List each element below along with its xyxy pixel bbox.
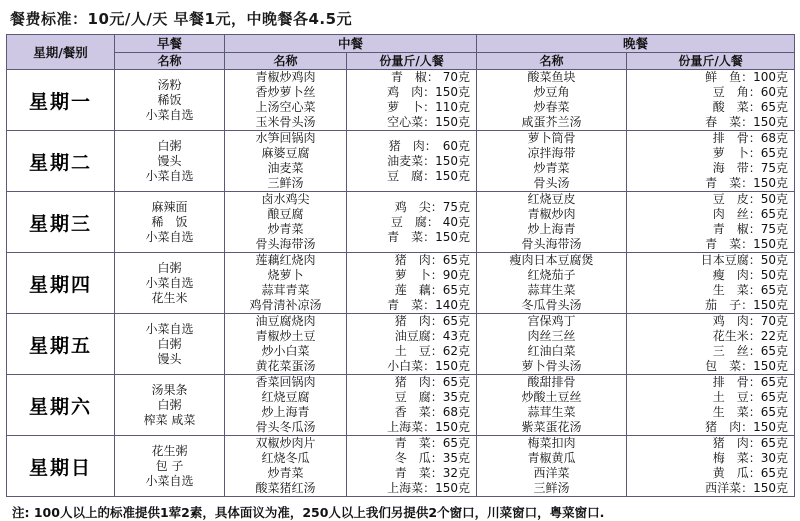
lunch-names-line: 黄花菜蛋汤 [255, 359, 316, 373]
breakfast-items-line: 榨菜 咸菜 [143, 412, 196, 427]
breakfast-items-line: 花生米 [151, 290, 188, 305]
lunch-names [225, 436, 347, 497]
breakfast-items-line: 小菜自选 [145, 168, 194, 183]
header-breakfast-name: 名称 [115, 53, 225, 70]
lunch-names [225, 192, 347, 253]
lunch-amounts [347, 192, 477, 253]
lunch-amounts [347, 131, 477, 192]
dinner-names-line: 梅菜扣肉 [527, 436, 576, 450]
table-row [7, 436, 795, 497]
dinner-amounts-line: 瘦 肉：50克 [712, 268, 789, 282]
breakfast-items-line: 馒头 [157, 351, 182, 366]
header-lunch-amount: 份量斤/人餐 [347, 53, 477, 70]
lunch-amounts-line: 青 菜：32克 [394, 466, 471, 480]
table-row [7, 70, 795, 131]
breakfast-items-line: 白粥 [157, 336, 182, 351]
lunch-amounts-line: 土 豆：62克 [394, 344, 471, 358]
dinner-names-line: 凉拌海带 [527, 146, 576, 160]
header-dinner-amount: 份量斤/人餐 [627, 53, 795, 70]
day-label: 星期日 [7, 436, 115, 497]
lunch-amounts-line: 冬 瓜：35克 [394, 451, 471, 465]
dinner-names-line: 冬瓜骨头汤 [521, 298, 582, 312]
dinner-names-line: 炒青菜 [533, 161, 570, 175]
lunch-names-line: 玉米骨头汤 [255, 115, 316, 129]
dinner-names [477, 131, 627, 192]
lunch-amounts [347, 70, 477, 131]
lunch-amounts [347, 375, 477, 436]
dinner-amounts-line: 青 菜：150克 [705, 176, 789, 190]
lunch-names-line: 骨头海带汤 [255, 237, 316, 251]
lunch-names-line: 双椒炒肉片 [255, 436, 316, 450]
lunch-names-line: 上汤空心菜 [255, 100, 316, 114]
breakfast-items-line: 白粥 [157, 397, 182, 412]
dinner-amounts-line: 青 菜：150克 [705, 237, 789, 251]
table-row [7, 192, 795, 253]
breakfast-items-line: 小菜自选 [145, 229, 194, 244]
day-label: 星期五 [7, 314, 115, 375]
dinner-names-line: 宫保鸡丁 [527, 314, 576, 328]
dinner-amounts-line: 青 椒：75克 [712, 222, 789, 236]
dinner-names [477, 253, 627, 314]
day-label: 星期一 [7, 70, 115, 131]
lunch-names [225, 70, 347, 131]
lunch-names [225, 375, 347, 436]
lunch-amounts-line: 上海菜：150克 [387, 481, 471, 495]
day-label: 星期二 [7, 131, 115, 192]
lunch-names-line: 酸菜猪红汤 [255, 481, 316, 495]
lunch-amounts-line: 鸡 尖：75克 [394, 199, 471, 214]
breakfast-items-line: 稀 饭 [151, 214, 188, 229]
dinner-amounts [627, 436, 795, 497]
dinner-names-line: 咸蛋芥兰汤 [521, 115, 582, 129]
dinner-amounts-line: 包 菜：150克 [705, 359, 789, 373]
dinner-names [477, 192, 627, 253]
lunch-amounts-line: 香 菜：68克 [394, 405, 471, 419]
dinner-amounts [627, 314, 795, 375]
dinner-names-line: 炒上海青 [527, 222, 576, 236]
lunch-names-line: 麻婆豆腐 [261, 146, 310, 160]
dinner-names-line: 红油白菜 [527, 344, 576, 358]
breakfast-items [115, 131, 225, 192]
lunch-amounts-line: 豆 腐：35克 [394, 390, 471, 404]
lunch-names-line: 油豆腐烧肉 [255, 314, 316, 328]
table-header-row-2 [7, 53, 795, 70]
dinner-amounts-line: 生 菜：65克 [712, 405, 789, 419]
header-lunch-name: 名称 [225, 53, 347, 70]
day-label: 星期四 [7, 253, 115, 314]
breakfast-items [115, 70, 225, 131]
dinner-names [477, 375, 627, 436]
table-row [7, 314, 795, 375]
lunch-amounts-line: 空心菜：150克 [387, 115, 471, 129]
dinner-amounts [627, 375, 795, 436]
dinner-names-line: 骨头海带汤 [521, 237, 582, 251]
breakfast-items [115, 192, 225, 253]
dinner-amounts-line: 土 豆：65克 [712, 390, 789, 404]
lunch-amounts-line: 莲 藕：65克 [394, 283, 471, 297]
lunch-amounts-line: 青 椒： 70克 [390, 70, 471, 84]
lunch-amounts-line: 油豆腐：43克 [394, 329, 471, 343]
lunch-amounts [347, 314, 477, 375]
dinner-names-line: 炒酸土豆丝 [521, 390, 582, 404]
breakfast-items [115, 314, 225, 375]
dinner-names-line: 红烧豆皮 [527, 192, 576, 206]
dinner-names-line: 炒春菜 [533, 100, 570, 114]
header-dinner: 晚餐 [477, 35, 795, 53]
header-lunch: 中餐 [225, 35, 477, 53]
lunch-amounts-line: 猪 肉： 60克 [388, 138, 471, 153]
dinner-amounts-line: 肉 丝：65克 [712, 207, 789, 221]
dinner-amounts-line: 豆 皮：50克 [712, 192, 789, 206]
dinner-names-line: 紫菜蛋花汤 [521, 420, 582, 434]
dinner-amounts-line: 酸 菜：65克 [712, 100, 789, 114]
day-label: 星期三 [7, 192, 115, 253]
dinner-names-line: 炒豆角 [533, 85, 570, 99]
dinner-amounts-line: 猪 肉：65克 [712, 436, 789, 450]
dinner-amounts-line: 西洋菜：150克 [705, 481, 789, 495]
lunch-names-line: 炒小白菜 [261, 344, 310, 358]
page-title: 餐费标准：10元/人/天 早餐1元，中晚餐各4.5元 [10, 10, 353, 28]
dinner-amounts-line: 排 骨：68克 [712, 131, 789, 145]
dinner-names [477, 436, 627, 497]
dinner-amounts-line: 日本豆腐：50克 [700, 253, 789, 267]
lunch-names-line: 蒜茸青菜 [261, 283, 310, 297]
dinner-names-line: 萝卜骨头汤 [521, 359, 582, 373]
lunch-names-line: 三鲜汤 [267, 176, 304, 190]
lunch-amounts-line: 豆 腐：150克 [387, 168, 471, 183]
lunch-names-line: 香菜回锅肉 [255, 375, 316, 389]
lunch-amounts-line: 上海菜：150克 [387, 420, 471, 434]
lunch-names-line: 红烧豆腐 [261, 390, 310, 404]
lunch-amounts-line: 萝 卜：110克 [387, 100, 471, 114]
lunch-names-line: 油麦菜 [267, 161, 304, 175]
lunch-names-line: 莲藕红烧肉 [255, 253, 316, 267]
dinner-amounts-line: 梅 菜：30克 [712, 451, 789, 465]
lunch-amounts [347, 253, 477, 314]
lunch-amounts-line: 油麦菜：150克 [387, 153, 471, 168]
lunch-names-line: 炒上海青 [261, 405, 310, 419]
dinner-amounts-line: 排 骨：65克 [712, 375, 789, 389]
table-row [7, 253, 795, 314]
lunch-names [225, 131, 347, 192]
breakfast-items-line: 小菜自选 [145, 275, 194, 290]
dinner-amounts [627, 253, 795, 314]
breakfast-items-line: 小菜自选 [145, 321, 194, 336]
dinner-amounts-line: 海 带：75克 [712, 161, 789, 175]
dinner-amounts [627, 131, 795, 192]
breakfast-items-line: 稀饭 [157, 92, 182, 107]
header-breakfast: 早餐 [115, 35, 225, 53]
dinner-amounts-line: 三 丝：65克 [712, 344, 789, 358]
lunch-names-line: 卤水鸡尖 [261, 192, 310, 206]
dinner-names [477, 70, 627, 131]
lunch-amounts-line: 猪 肉：65克 [394, 253, 471, 267]
dinner-amounts-line: 茄 子：150克 [705, 298, 789, 312]
lunch-names-line: 香炒萝卜丝 [255, 85, 316, 99]
breakfast-items-line: 汤粉 [157, 77, 182, 92]
lunch-amounts-line: 猪 肉：65克 [394, 314, 471, 328]
lunch-names-line: 骨头冬瓜汤 [255, 420, 316, 434]
lunch-names-line: 酿豆腐 [267, 207, 304, 221]
dinner-names-line: 萝卜筒骨 [527, 131, 576, 145]
lunch-amounts [347, 436, 477, 497]
dinner-amounts-line: 黄 瓜：65克 [712, 466, 789, 480]
breakfast-items-line: 包 子 [155, 458, 184, 473]
dinner-amounts-line: 鲜 鱼：100克 [705, 70, 789, 84]
dinner-names-line: 西洋菜 [533, 466, 570, 480]
dinner-names-line: 三鲜汤 [533, 481, 570, 495]
dinner-amounts-line: 猪 肉：150克 [705, 420, 789, 434]
lunch-names-line: 青椒炒鸡肉 [255, 70, 316, 84]
table-row [7, 131, 795, 192]
dinner-names-line: 酸甜排骨 [527, 375, 576, 389]
footnote: 注: 100人以上的标准提供1荤2素，具体面议为准，250人以上我们另提供2个窗口，川菜窗口，粤菜窗口. [12, 505, 605, 520]
dinner-names-line: 酸菜鱼块 [527, 70, 576, 84]
lunch-names-line: 青椒炒土豆 [255, 329, 316, 343]
lunch-amounts-line: 鸡 肉：150克 [387, 85, 471, 99]
lunch-names [225, 314, 347, 375]
dinner-names-line: 青椒黄瓜 [527, 451, 576, 465]
breakfast-items [115, 436, 225, 497]
dinner-names-line: 瘦肉日本豆腐煲 [509, 253, 594, 267]
table-header-row-1 [7, 35, 795, 53]
lunch-amounts-line: 青 菜：140克 [387, 298, 471, 312]
dinner-amounts [627, 192, 795, 253]
header-dinner-name: 名称 [477, 53, 627, 70]
lunch-amounts-line: 小白菜：150克 [387, 359, 471, 373]
header-day: 星期/餐别 [7, 35, 115, 70]
dinner-amounts-line: 豆 角：60克 [712, 85, 789, 99]
dinner-names-line: 骨头汤 [533, 176, 570, 190]
dinner-amounts-line: 萝 卜：65克 [712, 146, 789, 160]
lunch-names-line: 水笋回锅肉 [255, 131, 316, 145]
breakfast-items [115, 253, 225, 314]
dinner-amounts-line: 生 菜：65克 [712, 283, 789, 297]
breakfast-items-line: 汤果条 [151, 382, 188, 397]
dinner-names [477, 314, 627, 375]
breakfast-items-line: 小菜自选 [145, 473, 194, 488]
breakfast-items-line: 白粥 [157, 260, 182, 275]
dinner-names-line: 青椒炒肉 [527, 207, 576, 221]
breakfast-items-line: 小菜自选 [145, 107, 194, 122]
dinner-names-line: 红烧茄子 [527, 268, 576, 282]
dinner-names-line: 肉丝三丝 [527, 329, 576, 343]
dinner-names-line: 蒜茸生菜 [527, 283, 576, 297]
lunch-names [225, 253, 347, 314]
breakfast-items-line: 麻辣面 [151, 199, 188, 214]
lunch-names-line: 炒青菜 [267, 466, 304, 480]
dinner-amounts [627, 70, 795, 131]
weekly-menu-table [6, 34, 795, 497]
lunch-amounts-line: 猪 肉：65克 [394, 375, 471, 389]
table-row [7, 375, 795, 436]
lunch-names-line: 烧萝卜 [267, 268, 304, 282]
lunch-names-line: 红烧冬瓜 [261, 451, 310, 465]
lunch-amounts-line: 萝 卜：90克 [394, 268, 471, 282]
breakfast-items-line: 花生粥 [151, 443, 188, 458]
breakfast-items [115, 375, 225, 436]
dinner-amounts-line: 花生米：22克 [712, 329, 789, 343]
dinner-names-line: 蒜茸生菜 [527, 405, 576, 419]
lunch-names-line: 鸡骨清补凉汤 [249, 298, 322, 312]
breakfast-items-line: 馒头 [157, 153, 182, 168]
lunch-amounts-line: 青 菜：150克 [387, 229, 471, 244]
lunch-amounts-line: 青 菜：65克 [394, 436, 471, 450]
dinner-amounts-line: 鸡 肉：70克 [712, 314, 789, 328]
lunch-amounts-line: 豆 腐： 40克 [390, 214, 471, 229]
breakfast-items-line: 白粥 [157, 138, 182, 153]
day-label: 星期六 [7, 375, 115, 436]
dinner-amounts-line: 春 菜：150克 [705, 115, 789, 129]
lunch-names-line: 炒青菜 [267, 222, 304, 236]
